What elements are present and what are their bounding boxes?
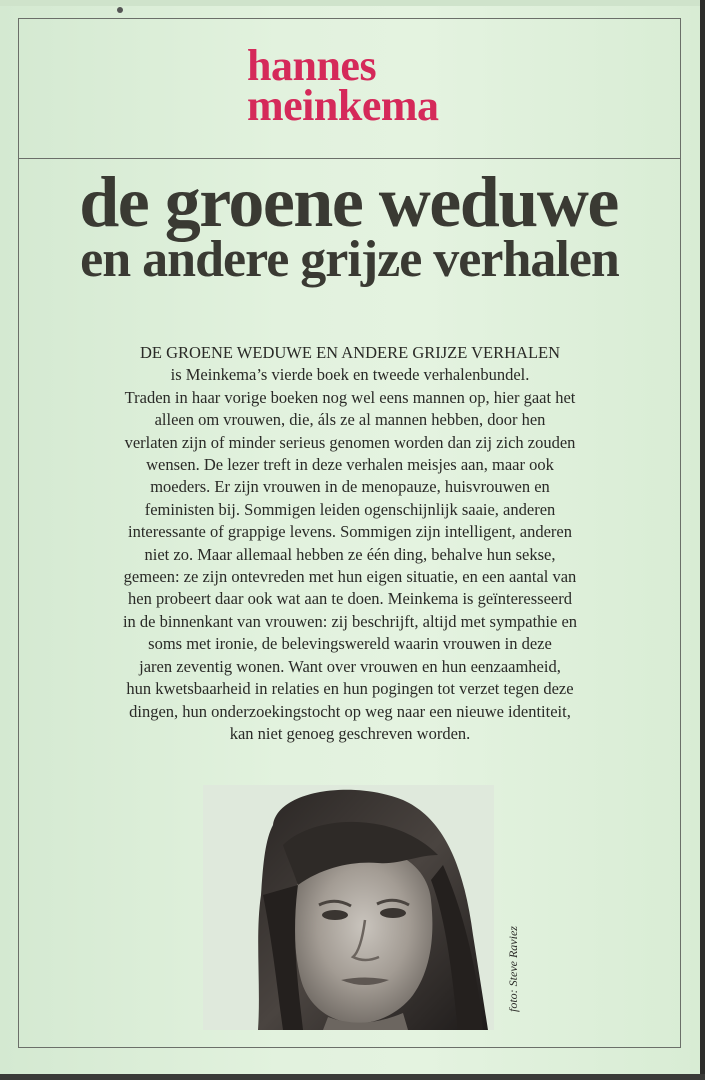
blurb-line: wensen. De lezer treft in deze verhalen meisjes aan, maar ook — [146, 455, 554, 475]
book-title — [0, 162, 705, 288]
blurb-line: jaren zeventig wonen. Want over vrouwen en hun eenzaamheid, — [139, 656, 561, 676]
blurb-line: verlaten zijn of minder serieus genomen worden dan zij zich zouden — [124, 432, 576, 452]
blurb-line: alleen om vrouwen, die, áls ze al mannen hebben, door hen — [154, 410, 546, 430]
blurb-line: DE GROENE WEDUWE EN ANDERE GRIJZE VERHALEN — [139, 343, 561, 362]
author-last-name: meinkema — [247, 81, 439, 130]
book-title-line2: en andere grijze verhalen — [80, 231, 619, 288]
blurb-text — [40, 342, 660, 745]
cover-right-edge — [700, 0, 705, 1080]
blurb-line: dingen, hun onderzoekingstocht op weg naar een nieuwe identiteit, — [129, 701, 571, 721]
book-title-line1: de groene weduwe — [79, 162, 618, 242]
cover-top-edge — [0, 0, 705, 6]
blurb-line: hen probeert daar ook wat aan te doen. Meinkema is geïnteresseerd — [128, 589, 572, 609]
blurb-line: gemeen: ze zijn ontevreden met hun eigen situatie, en een aantal van — [123, 567, 577, 587]
staple-hole — [117, 7, 123, 13]
author-portrait-photo — [203, 785, 494, 1030]
blurb-line: moeders. Er zijn vrouwen in de menopauze, huisvrouwen en — [150, 477, 550, 497]
photo-credit: foto: Steve Raviez — [506, 926, 520, 1012]
author-name — [247, 41, 439, 130]
blurb-line: niet zo. Maar allemaal hebben ze één ding, behalve hun sekse, — [144, 544, 556, 564]
blurb-line: interessante of grappige levens. Sommigen zijn intelligent, anderen — [128, 522, 572, 542]
blurb-line: kan niet genoeg geschreven worden. — [229, 723, 471, 743]
header-divider — [18, 158, 681, 159]
blurb-line: hun kwetsbaarheid in relaties en hun pogingen tot verzet tegen deze — [126, 679, 574, 699]
author-first-name: hannes — [247, 41, 377, 90]
blurb-line: soms met ironie, de belevingswereld waarin vrouwen in deze — [148, 634, 552, 654]
blurb-line: is Meinkema’s vierde boek en tweede verhalenbundel. — [170, 365, 530, 385]
blurb-line: Traden in haar vorige boeken nog wel eens mannen op, hier gaat het — [124, 387, 576, 407]
blurb-line: in de binnenkant van vrouwen: zij beschrijft, altijd met sympathie en — [122, 611, 578, 631]
blurb-line: feministen bij. Sommigen leiden ogenschijnlijk saaie, anderen — [144, 499, 556, 519]
cover-bottom-edge — [0, 1074, 705, 1080]
portrait-illustration — [203, 785, 494, 1030]
